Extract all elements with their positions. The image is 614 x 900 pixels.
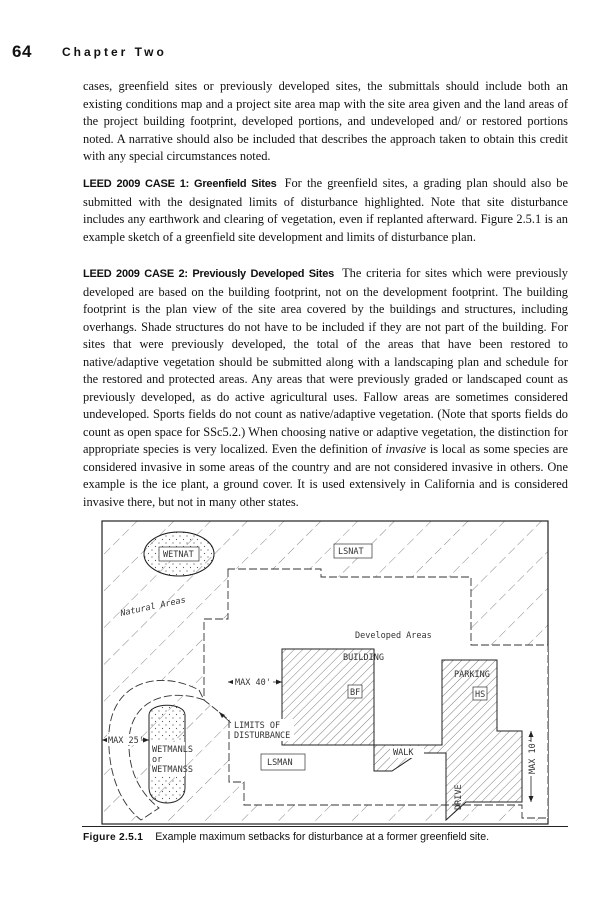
wetmanls-label-line2: or: [152, 755, 163, 765]
limits-label-line2: DISTURBANCE: [234, 731, 291, 741]
building-label: BUILDING: [343, 653, 384, 663]
drive-label: DRIVE: [454, 784, 464, 810]
max25-label: MAX 25': [108, 736, 144, 746]
hs-label: HS: [475, 690, 486, 700]
walk-label: WALK: [393, 748, 414, 758]
lsman-label: LSMAN: [267, 758, 293, 768]
case1-heading: LEED 2009 CASE 1: Greenfield Sites: [83, 178, 277, 190]
wetmanls-label-line1: WETMANLS: [152, 745, 193, 755]
case2-text-a: The criteria for sites which were previously developed are based on the building footprint, not on the development footprint. The building footprint is the plan view of the site area covered by the buildings and structures, including overhangs. Shade structures do not have to be included if they are not part of the building. For sites that were previously developed, the total of the areas that have been restored to native/adaptive vegetation should be submitted along with a landscaping plan and schedule for the restored and protected areas. Any areas that were previously graded or landscaped count as previously developed, as do active agricultural uses. Fallow areas are sometimes considered undeveloped. Sports fields do not count as native/adaptive vegetation. (Note that sports fields do count as open space for SSc5.2.) When choosing native or adaptive vegetation, the distinction for appropriate species is very localized. Even the definition of: [83, 266, 568, 456]
page-number: 64: [12, 42, 32, 61]
figure-caption-text: Example maximum setbacks for disturbance at a former greenfield site.: [155, 831, 490, 843]
paragraph-intro: [83, 78, 568, 166]
wetnat-label: WETNAT: [163, 550, 194, 560]
natural-areas-label: Natural Areas: [119, 595, 187, 619]
figure-caption: [83, 831, 489, 843]
lsnat-label: LSNAT: [338, 547, 364, 557]
parking-label: PARKING: [454, 670, 490, 680]
paragraph-intro-text: cases, greenfield sites or previously developed sites, the submittals should include both an existing conditions map and a project site area map with the site area given and the land areas of the project building footprint, developed portions, and undeveloped and/ or restored portions noted. A narrative should also be included that describes the approach taken to obtain this credit with any special circumstances noted.: [83, 79, 568, 163]
max40-label: MAX 40': [235, 678, 271, 688]
figure-caption-label: Figure 2.5.1: [83, 832, 144, 843]
developed-areas-label: Developed Areas: [355, 631, 432, 641]
chapter-title: Chapter Two: [62, 45, 167, 59]
paragraph-case2: [83, 265, 568, 511]
case2-emphasis: invasive: [385, 442, 427, 456]
wetmanls-label-line3: WETMANSS: [152, 765, 193, 775]
bf-label: BF: [350, 688, 361, 698]
caption-rule: [82, 826, 568, 827]
case2-text-b: is local as some species are considered invasive in some areas of the country and are not considered invasive in others. One example is the ice plant, a ground cover. It is used extensively in California and is considered invasive there, but not in many other states.: [83, 442, 568, 509]
case2-heading: LEED 2009 CASE 2: Previously Developed Sites: [83, 268, 335, 280]
paragraph-case1: [83, 175, 568, 246]
case1-text: For the greenfield sites, a grading plan should also be submitted with the designated limits of disturbance highlighted. Note that site disturbance includes any earthwork and clearing of vegetation, even if replanted afterward. Figure 2.5.1 is an example sketch of a greenfield site development and limits of disturbance plan.: [83, 176, 568, 244]
max10-label: MAX 10': [528, 738, 538, 774]
site-plan-figure: [101, 520, 549, 825]
limits-label-line1: LIMITS OF: [234, 721, 281, 731]
